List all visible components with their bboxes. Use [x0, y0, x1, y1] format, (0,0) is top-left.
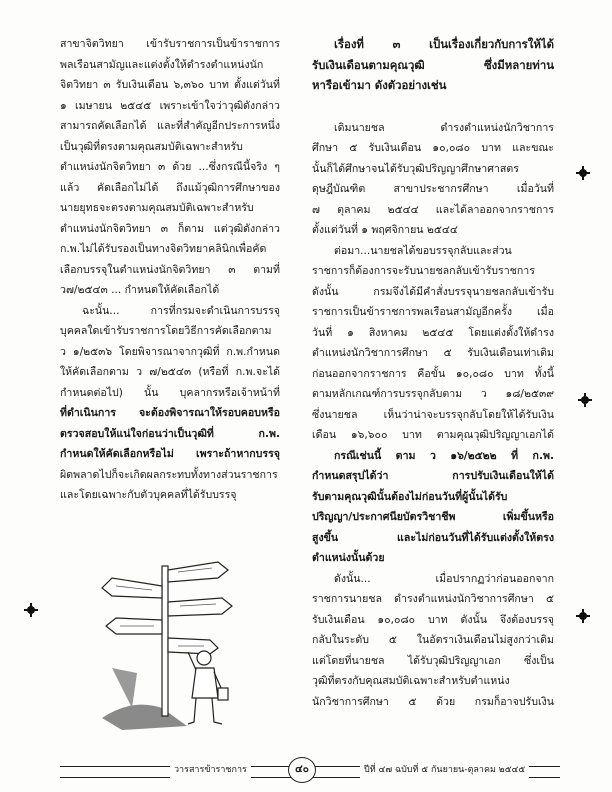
text-line: นักวิชาการศึกษา ๕ ด้วย กรมก็อาจปรับเงิน	[312, 695, 554, 708]
text-line: ปริญญา/ประกาศนียบัตรวิชาชีพ เพิ่มขึ้นหรือ	[312, 511, 554, 523]
text-line: กำหนดสรุปได้ว่า การปรับเงินเดือนให้ได้	[312, 470, 554, 482]
text-line: ราชการก็ต้องการจะรับนายชลกลับเข้ารับราชการ	[312, 265, 535, 277]
text-line: ตำแหน่งนักจิตวิทยา ๓ ด้วย ...ซึ่งกรณีนี้จริง ๆ	[60, 161, 280, 173]
text-line: ซึ่งนายชล เห็นว่าน่าจะบรรจุกลับโดยให้ได้รับเงิน	[312, 408, 554, 421]
margin-mark-left	[24, 603, 38, 617]
text-line: ตั้งแต่วันที่ ๑ พฤศจิกายน ๒๕๔๔	[312, 224, 458, 236]
text-line: สามารถคัดเลือกได้ และที่สำคัญอีกประการหนึ่ง	[60, 120, 280, 132]
margin-mark-top-right	[576, 166, 590, 180]
heading-line: หารือเข้ามา ดังตัวอย่างเช่น	[312, 78, 447, 92]
text-line: ดังนั้น กรมจึงได้มีคำสั่งบรรจุนายชลกลับเข้ารับ	[312, 285, 554, 298]
text-line: ก.พ.ไม่ได้รับรองเป็นทางจิตวิทยาคลินิกเพื่อคัด	[60, 243, 267, 255]
text-line: กรณีเช่นนี้ ตาม ว ๑๖/๒๕๒๒ ที่ ก.พ.	[334, 449, 554, 462]
text-line: นั้นก็ได้ศึกษาจนได้รับวุฒิปริญญาศึกษาศาสตร	[312, 162, 519, 175]
text-line: ฉะนั้น... การที่กรมจะดำเนินการบรรจุ	[82, 304, 280, 317]
text-line: ผิดพลาดไปก็จะเกิดผลกระทบทั้งทางส่วนราชการ	[60, 468, 278, 481]
text-line: ตำแหน่งนั้นด้วย	[312, 552, 385, 564]
text-line: สูงขึ้น และไม่ก่อนวันที่ได้รับแต่งตั้งให้ตรง	[312, 531, 554, 544]
text-line: กำหนดต่อไป) นั้น บุคลากรหรือเจ้าหน้าที่	[60, 386, 280, 399]
text-line: นายยุทธจะตรงตามคุณสมบัติเฉพาะสำหรับ	[60, 202, 254, 214]
text-line: และโดยเฉพาะกับตัวบุคคลที่ได้รับบรรจุ	[60, 489, 237, 501]
text-line: รับเงินเดือน ๑๐,๐๘๐ บาท ดังนั้น จึงต้องบรรจุ	[312, 613, 554, 626]
text-line: แต่โดยที่นายชล ได้รับวุฒิปริญญาเอก ซึ่งเป็น	[312, 654, 554, 667]
page-footer	[60, 760, 560, 782]
text-line: วันที่ ๑ สิงหาคม ๒๕๔๕ โดยแต่งตั้งให้ดำรง	[312, 326, 554, 339]
text-line: เลือกบรรจุในตำแหน่งนักจิตวิทยา ๓ ตามที่	[60, 263, 280, 276]
text-line: ๑ เมษายน ๒๕๔๕ เพราะเข้าใจว่าวุฒิดังกล่าว	[60, 99, 280, 112]
text-line: เดิมนายชล ดำรงตำแหน่งนักวิชาการ	[334, 121, 554, 134]
text-line: ดุษฎีบัณฑิต สาขาประชากรศึกษา เมื่อวันที่	[312, 183, 554, 195]
heading-line: รับเงินเดือนตามคุณวุฒิ ซึ่งมีหลายท่าน	[312, 57, 554, 72]
margin-mark-middle-right	[578, 393, 592, 407]
heading-line: เรื่องที่ ๓ เป็นเรื่องเกี่ยวกับการให้ได้	[334, 37, 554, 51]
text-line: พลเรือนสามัญและแต่งตั้งให้ดำรงตำแหน่งนัก	[60, 58, 264, 71]
text-line: รับตามคุณวุฒินั้นต้องไม่ก่อนวันที่ผู้นั้นได้รับ	[312, 490, 508, 503]
text-line: ราชการนายชล ดำรงตำแหน่งนักวิชาการศึกษา ๕	[312, 593, 554, 605]
text-line: แล้ว คัดเลือกไม่ได้ ถึงแม้วุฒิการศึกษาของ	[60, 181, 280, 194]
text-line: ดังนั้น... เมื่อปรากฏว่าก่อนออกจาก	[334, 572, 554, 585]
text-line: ตรวจสอบให้แน่ใจก่อนว่าเป็นวุฒิที่ ก.พ.	[60, 427, 280, 440]
text-line: วุฒิที่ตรงกับคุณสมบัติเฉพาะสำหรับตำแหน่ง	[312, 675, 510, 687]
page-number: ๔๐	[288, 757, 316, 783]
text-line: ๗ ตุลาคม ๒๕๔๔ และได้ลาออกจากราชการ	[312, 203, 554, 216]
text-line: สาขาจิตวิทยา เข้ารับราชการเป็นข้าราชการ	[60, 38, 280, 50]
text-line: ตามหลักเกณฑ์การบรรจุกลับตาม ว ๑๘/๒๕๓๙	[312, 388, 554, 400]
text-line: จิตวิทยา ๓ รับเงินเดือน ๖,๓๖๐ บาท ตั้งแต่วันที่	[60, 79, 280, 91]
text-line: ให้คัดเลือกตาม ว ๗/๒๕๔๓ (หรือที่ ก.พ.จะได้	[60, 366, 280, 378]
text-line: ว ๑/๒๕๓๖ โดยพิจารณาจากวุฒิที่ ก.พ.กำหนด	[60, 345, 280, 358]
text-line: กลับในระดับ ๕ ในอัตราเงินเดือนไม่สูงกว่าเดิม	[312, 634, 554, 646]
text-line: ตำแหน่งนักจิตวิทยา ๓ ก็ตาม แต่วุฒิดังกล่าว	[60, 222, 280, 235]
text-line: บุคคลใดเข้ารับราชการโดยวิธีการคัดเลือกตาม	[60, 325, 272, 337]
margin-mark-bottom-right	[576, 609, 590, 623]
footer-issue-info: ปีที่ ๔๗ ฉบับที่ ๕ กันยายน-ตุลาคม ๒๕๔๕	[360, 761, 529, 779]
text-line: ก่อนออกจากราชการ คือขั้น ๑๐,๐๘๐ บาท ทั้งนี้	[312, 367, 554, 380]
text-line: เดือน ๑๖,๖๐๐ บาท ตามคุณวุฒิปริญญาเอกได้	[312, 429, 554, 441]
signpost-illustration	[92, 548, 242, 733]
text-line: ว๗/๒๕๔๓ ... กำหนดให้คัดเลือกได้	[60, 284, 220, 296]
text-line: เป็นวุฒิที่ตรงตามคุณสมบัติเฉพาะสำหรับ	[60, 140, 243, 153]
text-line: กำหนดให้คัดเลือกหรือไม่ เพราะถ้าหากบรรจุ	[60, 448, 280, 460]
text-line: ศึกษา ๕ รับเงินเดือน ๑๐,๐๘๐ บาท และขณะ	[312, 142, 554, 154]
text-line: ตำแหน่งนักวิชาการศึกษา ๕ รับเงินเดือนเท่าเดิม	[312, 347, 554, 359]
text-line: ต่อมา...นายชลได้ขอบรรจุกลับและส่วน	[334, 244, 512, 257]
text-line: ราชการเป็นข้าราชการพลเรือนสามัญอีกครั้ง เมื่อ	[312, 306, 554, 318]
footer-journal-name: วารสารข้าราชการ	[170, 761, 251, 779]
text-line: ที่ดำเนินการ จะต้องพิจารณาให้รอบคอบหรือ	[60, 407, 280, 419]
